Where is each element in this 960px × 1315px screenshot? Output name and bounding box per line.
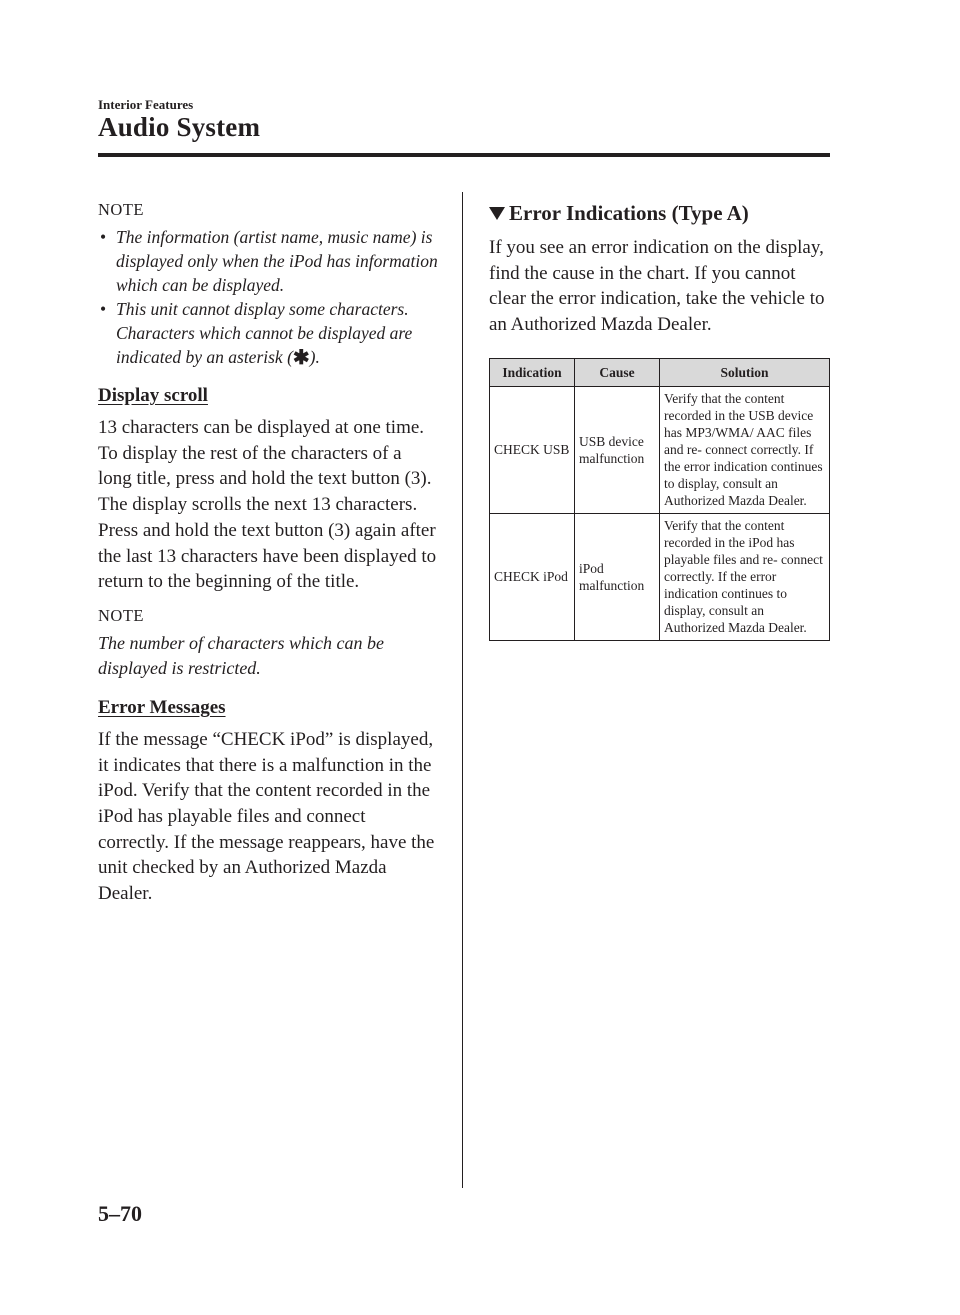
column-header: Indication <box>490 358 575 386</box>
bullet-icon: • <box>100 227 107 247</box>
error-indications-heading <box>489 199 830 227</box>
right-column <box>489 199 830 641</box>
note-item-text: This unit cannot display some characters. Characters which cannot be displayed are indicated by an asterisk ( <box>116 299 413 367</box>
asterisk-icon: ✱ <box>292 347 310 369</box>
bullet-icon: • <box>100 299 107 319</box>
display-scroll-body: 13 characters can be displayed at one time. To display the rest of the characters of a long title, press and hold the text button (3). The display scrolls the next 13 characters. Press and hold the text button (3) again after the last 13 characters have been displayed to return to the beginning of the title. <box>98 417 437 593</box>
page-title: Audio System <box>98 112 261 142</box>
note-list <box>98 225 438 369</box>
header-rule <box>98 153 830 157</box>
table-row <box>490 386 830 513</box>
left-column <box>98 199 438 907</box>
table-cell-solution: Verify that the content recorded in the USB device has MP3/WMA/ AAC files and re- connect correctly. If the error indication continues to display, consult an Authorized Mazda Dealer. <box>660 386 830 513</box>
table-cell-solution: Verify that the content recorded in the iPod has playable files and re- connect correctly. If the error indication continues to display, consult an Authorized Mazda Dealer. <box>660 513 830 640</box>
error-messages-body: If the message “CHECK iPod” is displayed, it indicates that there is a malfunction in the iPod. Verify that the content recorded in the iPod has playable files and connect correctly. If the message reappears, have the unit checked by an Authorized Mazda Dealer. <box>98 728 435 905</box>
display-scroll-heading: Display scroll <box>98 385 208 406</box>
column-header: Cause <box>575 358 660 386</box>
column-divider <box>462 192 463 1188</box>
note-text: The number of characters which can be displayed is restricted. <box>98 632 384 678</box>
note-item-suffix: ). <box>309 347 320 367</box>
error-table <box>489 358 830 641</box>
column-header: Solution <box>660 358 830 386</box>
note-label: NOTE <box>98 605 144 625</box>
error-messages-heading: Error Messages <box>98 696 226 718</box>
page-number: 5–70 <box>98 1201 142 1226</box>
table-cell-indication: CHECK iPod <box>490 513 575 640</box>
note-item-text: The information (artist name, music name) is displayed only when the iPod has information which can be displayed. <box>116 227 438 295</box>
table-header-row <box>490 358 830 386</box>
note-label: NOTE <box>98 200 144 219</box>
table-row <box>490 513 830 640</box>
note-item <box>98 297 438 369</box>
error-indications-heading-text: Error Indications (Type A) <box>509 201 749 225</box>
triangle-down-icon <box>489 207 505 220</box>
table-cell-cause: iPod malfunction <box>575 513 660 640</box>
section-label: Interior Features <box>98 97 194 112</box>
table-cell-cause: USB device malfunction <box>575 386 660 513</box>
table-cell-indication: CHECK USB <box>490 386 575 513</box>
note-item <box>98 225 438 297</box>
error-indications-intro: If you see an error indication on the display, find the cause in the chart. If you cannot clear the error indication, take the vehicle to an Authorized Mazda Dealer. <box>489 237 825 336</box>
